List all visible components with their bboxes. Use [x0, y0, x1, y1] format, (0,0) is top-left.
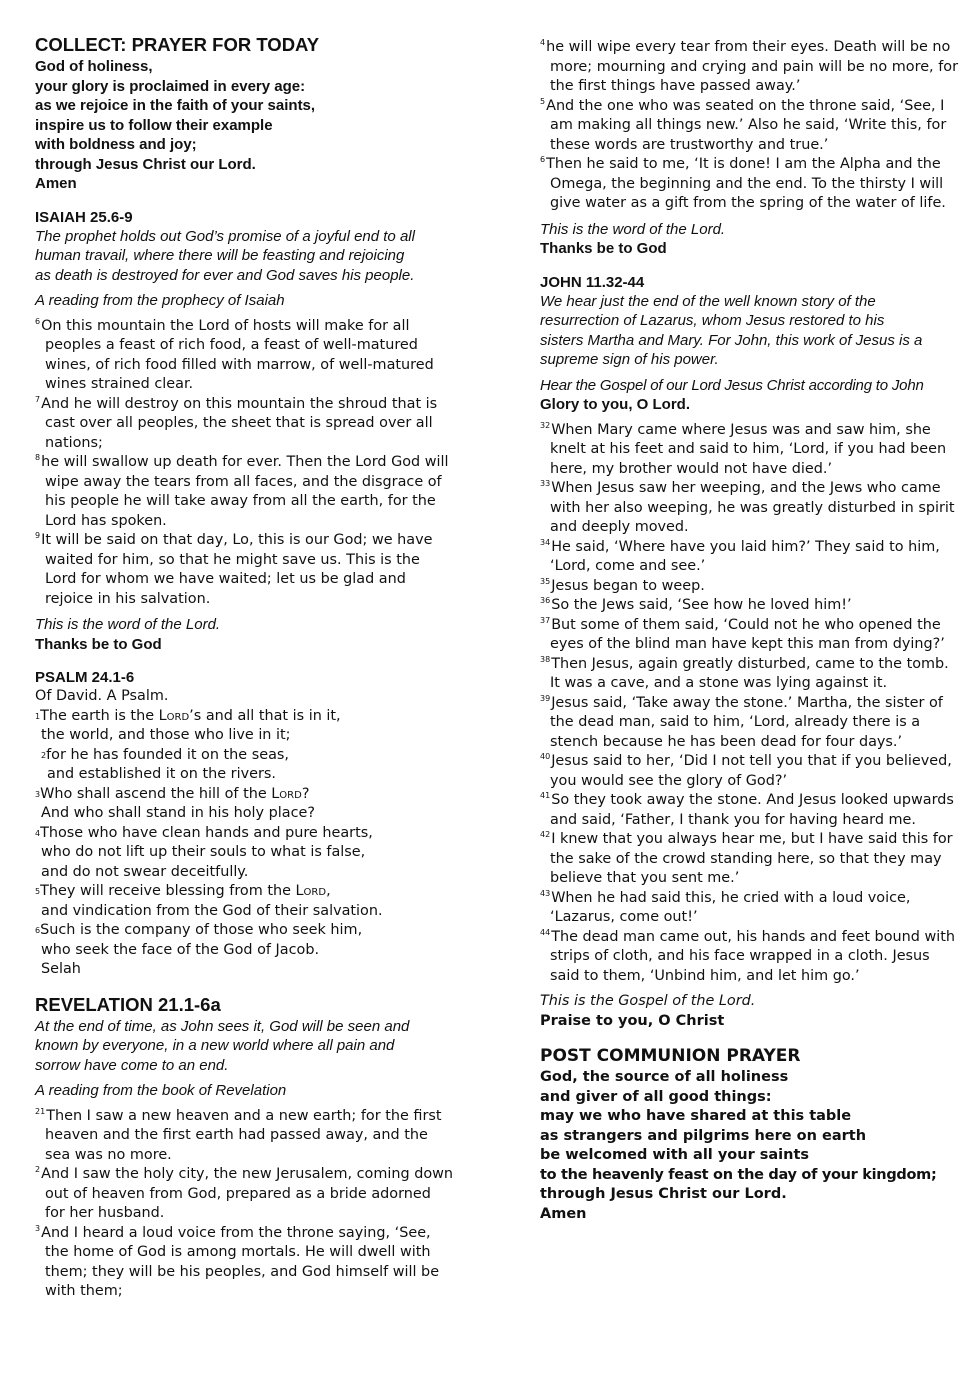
- psalm-text: Who shall ascend the hill of the: [40, 785, 272, 802]
- john-heading: JOHN 11.32-44: [540, 273, 645, 291]
- verse-number: 42: [540, 830, 551, 839]
- verse-text: The dead man came out, his hands and feet bound with strips of cloth, and his face wrapped in a cloth. Jesus said to them, ‘Unbind him, and let him go.’: [550, 928, 955, 984]
- verse-text: I knew that you always hear me, but I have said this for the sake of the crowd standing here, so that they may believe that you sent me.’: [550, 831, 953, 886]
- verse-number: 5: [35, 887, 41, 896]
- verse-number: 38: [540, 654, 551, 664]
- verse: [540, 596, 960, 616]
- post-communion-heading: POST COMMUNION PRAYER: [540, 1046, 801, 1066]
- verse: [540, 889, 960, 928]
- verse-number: 6: [35, 316, 41, 326]
- psalm-line: [35, 785, 455, 805]
- verse-number: 8: [35, 453, 41, 462]
- verse: [540, 752, 960, 791]
- isaiah-heading: ISAIAH 25.6-9: [35, 208, 133, 226]
- divine-name: Lord: [271, 785, 302, 802]
- collect-line: inspire us to follow their example: [35, 116, 273, 134]
- psalm-text: ’s and all that is in it,: [189, 707, 341, 724]
- prayer-line: may we who have shared at this table: [540, 1108, 852, 1124]
- isaiah-section: [35, 208, 455, 655]
- verse: [540, 928, 960, 987]
- prayer-line: to the heavenly feast on the day of your kingdom;: [540, 1166, 937, 1183]
- verse-number: 44: [540, 927, 551, 937]
- verse-number: 35: [540, 576, 551, 586]
- psalm-text: Those who have clean hands and pure hearts,: [40, 824, 373, 841]
- revelation-text-part1: [35, 1107, 455, 1302]
- isaiah-intro-line: as death is destroyed for ever and God saves his people.: [35, 266, 415, 284]
- verse-text: Jesus said, ‘Take away the stone.’ Martha, the sister of the dead man, said to him, ‘Lord, already there is a stench because he has been dead for four days.’: [550, 694, 943, 750]
- verse-number: 2: [35, 1165, 41, 1174]
- verse-text: Jesus said to her, ‘Did I not tell you that if you believed, you would see the glory of God?’: [550, 753, 952, 789]
- psalm-text: They will receive blessing from the: [40, 883, 296, 899]
- prayer-line: through Jesus Christ our Lord.: [540, 1186, 787, 1202]
- prayer-amen: Amen: [540, 1205, 587, 1222]
- psalm-line: who seek the face of the God of Jacob.: [41, 941, 320, 958]
- verse: [540, 421, 960, 480]
- verse-number: 9: [35, 531, 41, 540]
- revelation-text-part2: [540, 38, 960, 214]
- psalm-text: for he has founded it on the seas,: [46, 746, 289, 763]
- verse-number: 21: [35, 1106, 46, 1116]
- prayer-line: be welcomed with all your saints: [540, 1147, 810, 1163]
- verse: [35, 1165, 455, 1224]
- prayer-line: and giver of all good things:: [540, 1088, 772, 1105]
- verse-text: he will wipe every tear from their eyes. Death will be no more; mourning and crying and pain will be no more, for the first things have passed away.’: [546, 39, 958, 94]
- verse-text: And he will destroy on this mountain the shroud that is cast over all peoples, the sheet that is spread over all nations;: [41, 395, 438, 451]
- collect-line: God of holiness,: [35, 58, 153, 75]
- isaiah-announcement: A reading from the prophecy of Isaiah: [35, 292, 285, 309]
- prayer-line: God, the source of all holiness: [540, 1069, 789, 1085]
- john-response: Praise to you, O Christ: [540, 1012, 725, 1029]
- john-section: [540, 273, 960, 1032]
- verse-number: 6: [35, 926, 41, 935]
- divine-name: Lord: [295, 883, 327, 899]
- prayer-line: as strangers and pilgrims here on earth: [540, 1127, 867, 1144]
- psalm-line: and established it on the rivers.: [47, 766, 276, 782]
- revelation-section: [35, 994, 455, 1302]
- verse-number: 43: [540, 888, 551, 898]
- john-announcement: Hear the Gospel of our Lord Jesus Christ according to John: [540, 376, 924, 394]
- verse-text: Then Jesus, again greatly disturbed, came to the tomb. It was a cave, and a stone was lying against it.: [550, 655, 949, 691]
- john-intro-line: sisters Martha and Mary. For John, this work of Jesus is a: [540, 331, 923, 349]
- divine-name: Lord: [158, 707, 190, 724]
- verse-number: 4: [540, 38, 546, 47]
- verse-text: He said, ‘Where have you laid him?’ They said to him, ‘Lord, come and see.’: [550, 538, 940, 574]
- revelation-intro-line: known by everyone, in a new world where all pain and: [35, 1037, 395, 1054]
- verse-text: When Mary came where Jesus was and saw him, she knelt at his feet and said to him, ‘Lord, if you had been here, my brother would not have died.’: [550, 421, 947, 477]
- post-communion-section: [540, 1045, 960, 1224]
- verse: [540, 830, 960, 889]
- verse-number: 33: [540, 479, 551, 488]
- psalm-line: [35, 882, 455, 902]
- verse-number: 3: [35, 789, 41, 799]
- verse-text: And I saw the holy city, the new Jerusalem, coming down out of heaven from God, prepared as a bride adorned for her husband.: [41, 1166, 454, 1221]
- verse-text: When he had said this, he cried with a loud voice, ‘Lazarus, come out!’: [550, 889, 911, 925]
- revelation-intro-line: sorrow have come to an end.: [35, 1056, 229, 1074]
- verse: [540, 694, 960, 753]
- verse-text: On this mountain the Lord of hosts will make for all peoples a feast of rich food, a feast of well-matured wines, of rich food filled with marrow, of well-matured wines strained clear.: [41, 317, 434, 392]
- verse-number: 7: [35, 394, 41, 404]
- psalm-line: [35, 824, 455, 844]
- psalm-text: Such is the company of those who seek him,: [40, 922, 363, 938]
- verse: [35, 531, 455, 609]
- verse-number: 6: [540, 155, 546, 164]
- verse-text: But some of them said, ‘Could not he who opened the eyes of the blind man have kept this man from dying?’: [550, 616, 945, 652]
- verse: [35, 1224, 455, 1302]
- psalm-title: Of David. A Psalm.: [35, 688, 169, 704]
- collect-amen: Amen: [35, 175, 77, 192]
- verse-text: So they took away the stone. And Jesus looked upwards and said, ‘Father, I thank you for having heard me.: [550, 792, 954, 828]
- collect-section: [35, 34, 455, 194]
- verse-number: 2: [41, 750, 47, 760]
- psalm-line: the world, and those who live in it;: [41, 727, 291, 743]
- psalm-line: [35, 746, 455, 766]
- psalm-text: The earth is the: [40, 707, 159, 724]
- revelation-intro-line: At the end of time, as John sees it, God will be seen and: [35, 1017, 410, 1035]
- verse: [540, 479, 960, 538]
- psalm-line: and vindication from the God of their salvation.: [41, 902, 383, 919]
- verse-number: 34: [540, 537, 551, 547]
- verse-number: 36: [540, 596, 551, 605]
- collect-line: through Jesus Christ our Lord.: [35, 155, 256, 173]
- verse: [540, 791, 960, 830]
- psalm-selah: Selah: [41, 961, 81, 977]
- revelation-announcement: A reading from the book of Revelation: [35, 1082, 287, 1099]
- collect-line: your glory is proclaimed in every age:: [35, 77, 306, 95]
- john-glory: Glory to you, O Lord.: [540, 396, 690, 413]
- verse: [35, 1107, 455, 1166]
- psalm-text: ,: [326, 883, 331, 899]
- verse-number: 37: [540, 615, 551, 625]
- verse-number: 40: [540, 752, 551, 761]
- verse-text: Jesus began to weep.: [551, 577, 705, 594]
- verse-number: 41: [540, 791, 551, 800]
- verse-number: 1: [35, 711, 41, 721]
- psalm-line: And who shall stand in his holy place?: [41, 805, 315, 821]
- verse-number: 32: [540, 420, 551, 430]
- isaiah-response: Thanks be to God: [35, 635, 162, 653]
- verse: [540, 538, 960, 577]
- isaiah-intro-line: human travail, where there will be feasting and rejoicing: [35, 247, 405, 264]
- isaiah-text: [35, 317, 455, 610]
- psalm-line: [35, 707, 455, 727]
- collect-line: as we rejoice in the faith of your saints,: [35, 97, 316, 114]
- collect-line: with boldness and joy;: [35, 136, 197, 153]
- verse: [540, 616, 960, 655]
- psalm-line: [35, 921, 455, 941]
- verse-number: 3: [35, 1223, 41, 1233]
- verse: [540, 577, 960, 597]
- isaiah-word-of-lord: This is the word of the Lord.: [35, 616, 221, 633]
- revelation-response: Thanks be to God: [540, 240, 667, 257]
- gospel-of-the-lord: This is the Gospel of the Lord.: [540, 993, 756, 1009]
- verse: [35, 395, 455, 454]
- revelation-word-of-lord: This is the word of the Lord.: [540, 220, 726, 238]
- verse-number: 4: [35, 828, 41, 838]
- verse-text: So the Jews said, ‘See how he loved him!’: [551, 597, 852, 613]
- psalm-section: [35, 668, 455, 980]
- john-text: [540, 421, 960, 987]
- verse-text: Then he said to me, ‘It is done! I am the Alpha and the Omega, the beginning and the end. To the thirsty I will give water as a gift from the spring of the water of life.: [546, 156, 946, 211]
- verse-text: And the one who was seated on the throne said, ‘See, I am making all things new.’ Also he said, ‘Write this, for these words are trustworthy and true.’: [546, 97, 947, 153]
- verse-number: 39: [540, 693, 551, 703]
- verse-text: When Jesus saw her weeping, and the Jews who came with her also weeping, he was greatly disturbed in spirit and deeply moved.: [550, 480, 955, 535]
- left-column: [35, 34, 455, 1302]
- john-intro-line: supreme sign of his power.: [540, 351, 719, 368]
- psalm-line: and do not swear deceitfully.: [41, 863, 249, 880]
- psalm-heading: PSALM 24.1-6: [35, 669, 135, 686]
- verse-text: It will be said on that day, Lo, this is our God; we have waited for him, so that he might save us. This is the Lord for whom we have waited; let us be glad and rejoice in his salvation.: [41, 532, 433, 607]
- verse-text: And I heard a loud voice from the throne saying, ‘See, the home of God is among mortals. He will dwell with them; they will be his peoples, and God himself will be with them;: [41, 1224, 440, 1299]
- psalm-text: ?: [301, 785, 310, 802]
- verse: [540, 97, 960, 156]
- verse-text: Then I saw a new heaven and a new earth; for the first heaven and the first earth had passed away, and the sea was no more.: [45, 1107, 442, 1163]
- verse: [35, 317, 455, 395]
- isaiah-intro-line: The prophet holds out God’s promise of a joyful end to all: [35, 227, 415, 245]
- john-intro-line: resurrection of Lazarus, whom Jesus restored to his: [540, 312, 885, 329]
- collect-heading: COLLECT: PRAYER FOR TODAY: [35, 34, 320, 55]
- psalm-line: who do not lift up their souls to what is false,: [41, 844, 366, 860]
- john-intro-line: We hear just the end of the well known story of the: [540, 292, 876, 310]
- verse: [540, 38, 960, 97]
- verse: [540, 655, 960, 694]
- verse: [540, 155, 960, 214]
- revelation-heading: REVELATION 21.1-6a: [35, 993, 221, 1015]
- verse-number: 5: [540, 96, 546, 106]
- verse: [35, 453, 455, 531]
- right-column: [540, 38, 960, 1224]
- verse-text: he will swallow up death for ever. Then the Lord God will wipe away the tears from all faces, and the disgrace of his people he will take away from all the earth, for the Lord has spoken.: [41, 454, 449, 529]
